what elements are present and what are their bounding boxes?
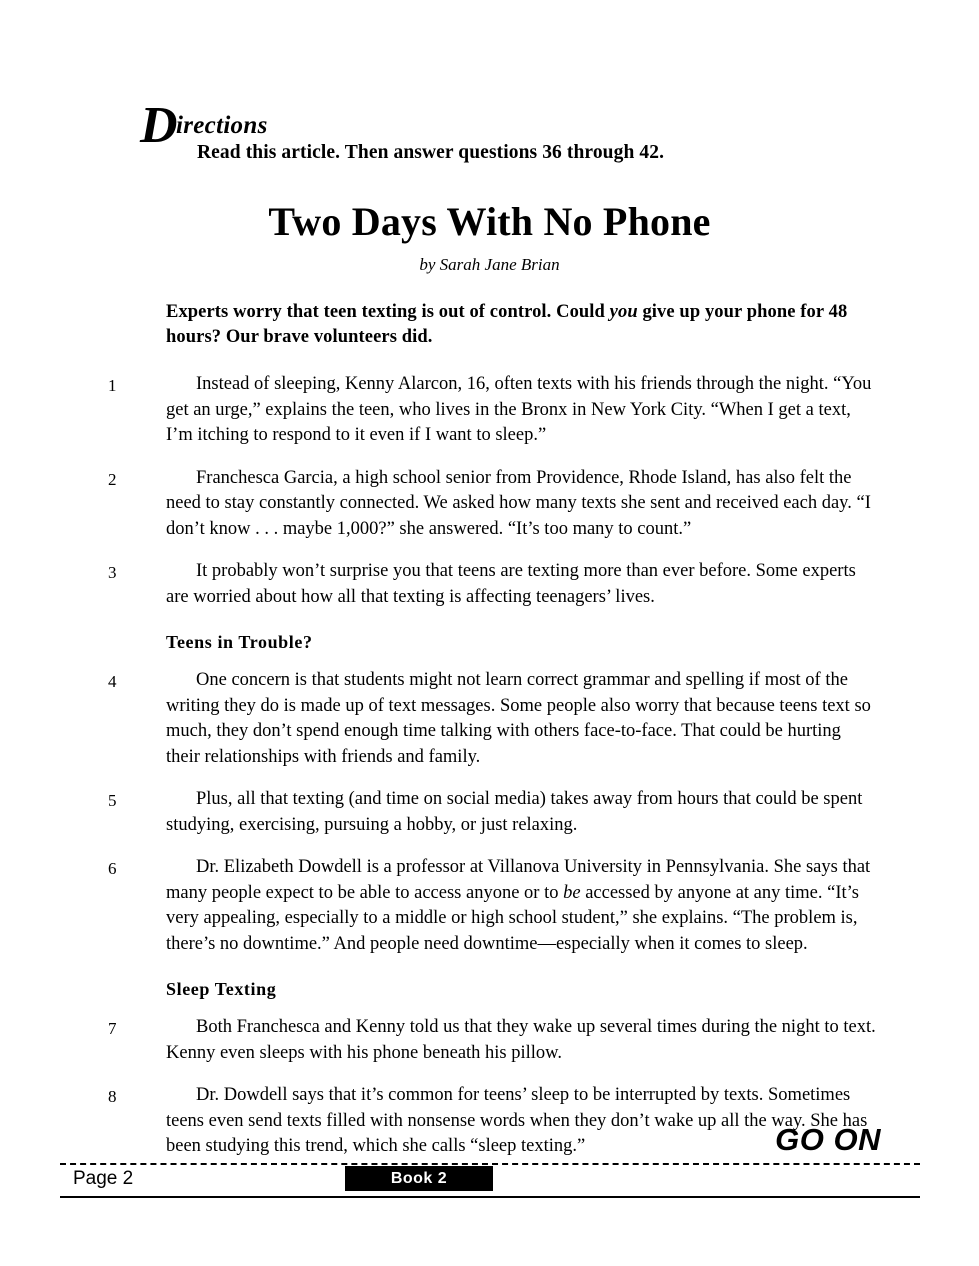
lede-emphasis: you — [609, 302, 638, 322]
paragraph — [108, 787, 876, 838]
paragraph-text: One concern is that students might not learn correct grammar and spelling if most of the writing they do is made up of text messages. Some people also worry that because teens text so much, they don’t spend enough time talking with others face-to-face. That could be hurting their relationships with friends and family. — [166, 670, 871, 767]
paragraph-text: It probably won’t surprise you that teens are texting more than ever before. Some experts are worried about how all that texting is affecting teenagers’ lives. — [166, 561, 856, 607]
paragraph-number: 4 — [108, 672, 117, 691]
paragraph-number: 1 — [108, 376, 117, 395]
paragraph-text: Franchesca Garcia, a high school senior from Providence, Rhode Island, has also felt the need to stay constantly connected. We asked how many texts she sent and received each day. “I don’t know . . . maybe 1,000?” she answered. “It’s too many to count.” — [166, 467, 871, 539]
paragraph-number: 3 — [108, 563, 117, 582]
section-subheading: Sleep Texting — [166, 979, 277, 999]
paragraph — [108, 668, 876, 770]
paragraph-text: Both Franchesca and Kenny told us that they wake up several times during the night to text. Kenny even sleeps with his phone beneath his pillow. — [166, 1017, 876, 1063]
paragraph-text-part-2: accessed by anyone at any time. “It’s very appealing, especially to a middle or high school student,” she explains. “The problem is, there’s no downtime.” And people need downtime—especially when it comes to sleep. — [166, 882, 859, 954]
paragraph-text-part-1: Dr. Elizabeth Dowdell is a professor at Villanova University in Pennsylvania. She says that many people expect to be able to access anyone or to — [166, 857, 871, 903]
page-number-label: Page 2 — [73, 1168, 134, 1189]
paragraph-number: 2 — [108, 469, 117, 489]
paragraph — [108, 559, 876, 610]
paragraph-emphasis: be — [563, 882, 581, 903]
paragraph — [108, 1083, 876, 1160]
directions-dropcap: D — [140, 97, 178, 154]
dashed-divider — [60, 1163, 920, 1165]
paragraph-number: 5 — [108, 791, 117, 810]
paragraph-text: Dr. Dowdell says that it’s common for teens’ sleep to be interrupted by texts. Sometimes teens even send texts filled with nonsense words when they don’t wake up all the way. She has been studying this trend, which she calls “sleep texting.” — [166, 1085, 868, 1156]
article-byline: by Sarah Jane Brian — [419, 255, 560, 274]
lede-part-2: give up your phone for 48 hours? Our brave volunteers did. — [166, 302, 848, 347]
section-subheading: Teens in Trouble? — [166, 632, 313, 652]
article-title: Two Days With No Phone — [268, 199, 711, 244]
lede-part-1: Experts worry that teen texting is out of control. Could — [166, 302, 610, 322]
go-on-indicator: GO ON — [775, 1122, 881, 1157]
paragraph — [108, 855, 876, 957]
footer-divider — [60, 1196, 920, 1198]
paragraph-number: 8 — [108, 1087, 117, 1106]
book-tag: Book 2 — [345, 1166, 493, 1191]
paragraph-text: Instead of sleeping, Kenny Alarcon, 16, often texts with his friends through the night. “You get an urge,” explains the teen, who lives in the Bronx in New York City. “When I get a text, I’m itching to respond to it even if I want to sleep.” — [166, 374, 872, 445]
article-body — [108, 300, 876, 1177]
paragraph-number: 6 — [108, 859, 117, 878]
article-lede — [166, 300, 876, 350]
paragraph — [108, 1015, 876, 1066]
paragraph-text: Plus, all that texting (and time on social media) takes away from hours that could be spent studying, exercising, pursuing a hobby, or just relaxing. — [166, 789, 863, 835]
directions-heading: irections — [176, 112, 268, 139]
paragraph-number: 7 — [108, 1019, 117, 1038]
paragraph — [108, 372, 876, 449]
paragraph — [108, 466, 876, 543]
directions-instruction: Read this article. Then answer questions 36 through 42. — [197, 142, 665, 163]
